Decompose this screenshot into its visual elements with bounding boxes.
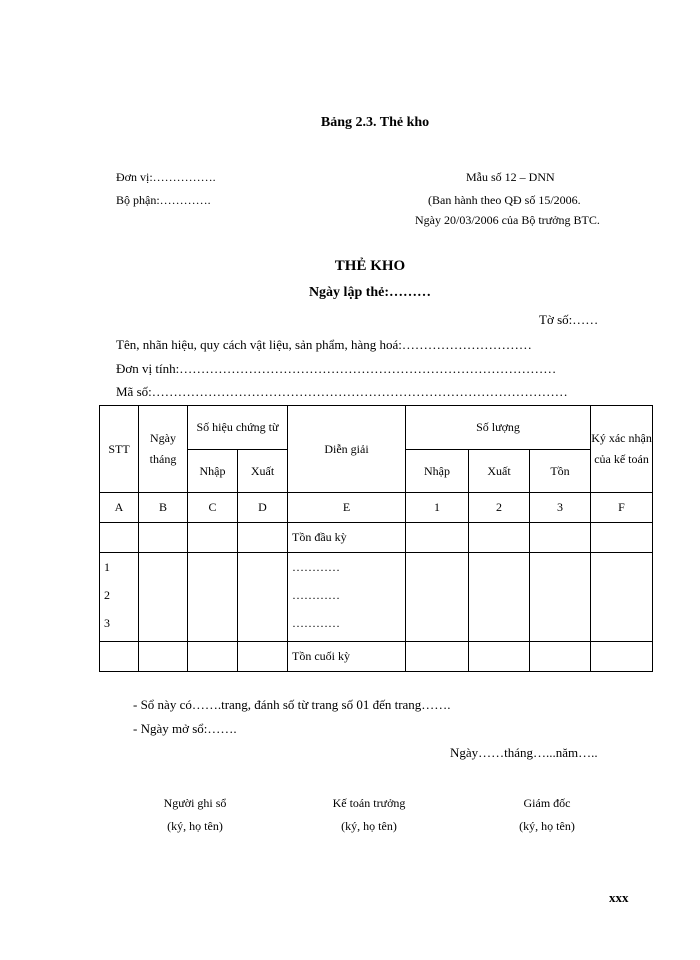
signature-title: Giám đốc [523, 796, 571, 810]
header-qty-in: Nhập [406, 450, 469, 493]
item-name-line: Tên, nhãn hiệu, quy cách vật liệu, sản phẩm, hàng hoá:………………………… [116, 337, 532, 352]
signature-note: (ký, họ tên) [167, 819, 223, 833]
entry-stt: 3 [104, 616, 110, 630]
code-cell: 1 [406, 493, 469, 523]
issuance-date: Ngày 20/03/2006 của Bộ trưởng BTC. [415, 213, 600, 227]
code-cell: 2 [469, 493, 530, 523]
code-line: Mã số:…………………………………………………………………………………… [116, 384, 568, 399]
unit-line: Đơn vị tính:…………………………………………………………………………… [116, 361, 557, 376]
page-count-note: - Sổ này có…….trang, đánh số từ trang số 01 đến trang……. [133, 697, 451, 712]
signature-note: (ký, họ tên) [519, 819, 575, 833]
header-accountant-confirm: Ký xác nhận của kế toán [591, 406, 653, 493]
signature-title: Kế toán trưởng [332, 796, 406, 810]
header-stt: STT [100, 406, 139, 493]
don-vi-field: Đơn vị:……………. [116, 170, 216, 184]
entry-numbers [100, 553, 139, 642]
code-cell: A [100, 493, 139, 523]
footer-mark: xxx [609, 890, 629, 905]
bo-phan-field: Bộ phận:…………. [116, 193, 211, 207]
entry-stt: 2 [104, 588, 110, 602]
code-cell: D [238, 493, 288, 523]
entry-descriptions [288, 553, 406, 642]
entry-stt: 1 [104, 560, 110, 574]
document-caption: Bảng 2.3. Thẻ kho [320, 115, 430, 130]
header-doc-out: Xuất [238, 450, 288, 493]
signature-director [467, 796, 627, 834]
header-date: Ngày tháng [139, 406, 188, 493]
code-cell: F [591, 493, 653, 523]
header-qty-balance: Tồn [530, 450, 591, 493]
sheet-number: Tờ số:…… [539, 312, 599, 327]
creation-date: Ngày lập thẻ:……… [308, 285, 432, 300]
signature-note: (ký, họ tên) [341, 819, 397, 833]
closing-balance-label: Tồn cuối kỳ [288, 642, 406, 672]
code-cell: E [288, 493, 406, 523]
form-number: Mẫu số 12 – DNN [466, 170, 555, 184]
code-cell: 3 [530, 493, 591, 523]
signature-title: Người ghi sổ [163, 796, 227, 810]
stock-card-table [99, 405, 653, 672]
entry-description: ………… [292, 560, 341, 574]
opening-balance-label: Tồn đầu kỳ [288, 523, 406, 553]
entry-description: ………… [292, 616, 341, 630]
header-quantity: Số lượng [406, 406, 591, 450]
card-title: THẺ KHO [334, 258, 406, 274]
code-cell: C [188, 493, 238, 523]
closing-balance-row [100, 642, 653, 672]
opening-balance-row [100, 523, 653, 553]
signing-date-line: Ngày……tháng…...năm….. [450, 745, 598, 760]
entries-row [100, 553, 653, 642]
signature-bookkeeper [115, 796, 275, 834]
issuance-decision: (Ban hành theo QĐ số 15/2006. [428, 193, 581, 207]
code-cell: B [139, 493, 188, 523]
header-document-number: Số hiệu chứng từ [188, 406, 288, 450]
code-row [100, 493, 653, 523]
opening-date-note: - Ngày mở sổ:……. [133, 721, 237, 736]
entry-description: ………… [292, 588, 341, 602]
header-doc-in: Nhập [188, 450, 238, 493]
header-qty-out: Xuất [469, 450, 530, 493]
header-description: Diễn giải [288, 406, 406, 493]
signature-chief-accountant [289, 796, 449, 834]
